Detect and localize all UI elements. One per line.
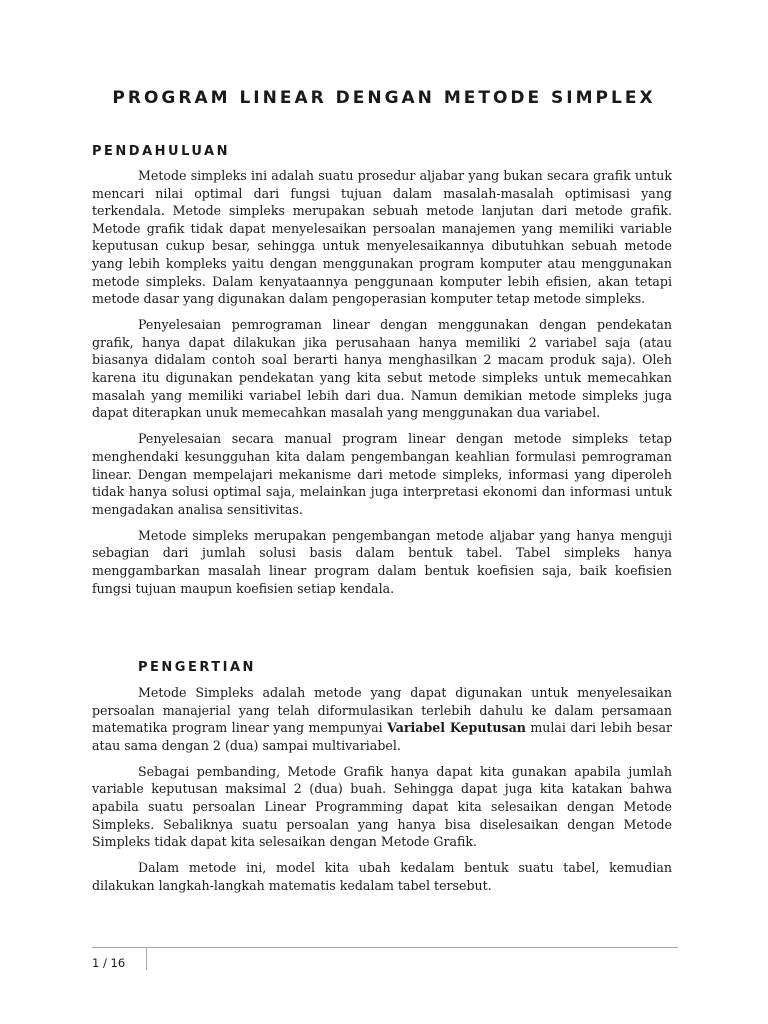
paragraph-text: mulai dari lebih besar atau sama dengan 2 (dua) sampai multivariabel.	[92, 720, 672, 753]
footer-divider	[146, 948, 147, 970]
paragraph	[92, 684, 672, 754]
document-title: PROGRAM LINEAR DENGAN METODE SIMPLEX	[112, 88, 656, 108]
section-heading-pendahuluan: PENDAHULUAN	[92, 144, 230, 159]
section-body-pengertian	[92, 684, 672, 903]
page-number: 1 / 16	[92, 956, 126, 970]
paragraph: Penyelesaian pemrograman linear dengan menggunakan dengan pendekatan grafik, hanya dapat dilakukan jika perusahaan hanya memiliki 2 variabel saja (atau biasanya didalam contoh soal berarti hanya menghasilkan 2 macam produk saja). Oleh karena itu digunakan pendekatan yang kita sebut metode simpleks untuk memecahkan masalah yang memiliki variabel lebih dari dua. Namun demikian metode simpleks juga dapat diterapkan unuk memecahkan masalah yang menggunakan dua variabel.	[92, 317, 672, 421]
paragraph: Sebagai pembanding, Metode Grafik hanya dapat kita gunakan apabila jumlah variable keputusan maksimal 2 (dua) buah. Sehingga dapat juga kita katakan bahwa apabila suatu persoalan Linear Programming dapat kita selesaikan dengan Metode Simpleks. Sebaliknya suatu persoalan yang hanya bisa diselesaikan dengan Metode Simpleks tidak dapat kita selesaikan dengan Metode Grafik.	[92, 763, 672, 850]
paragraph: Metode simpleks ini adalah suatu prosedur aljabar yang bukan secara grafik untuk mencari nilai optimal dari fungsi tujuan dalam masalah-masalah optimisasi yang terkendala. Metode simpleks merupakan sebuah metode lanjutan dari metode grafik. Metode grafik tidak dapat menyelesaikan persoalan manajemen yang memiliki variable keputusan cukup besar, sehingga untuk menyelesaikannya dibutuhkan sebuah metode yang lebih kompleks yaitu dengan menggunakan program komputer atau menggunakan metode simpleks. Dalam kenyataannya penggunaan komputer lebih efisien, akan tetapi metode dasar yang digunakan dalam pengoperasian komputer tetap metode simpleks.	[92, 168, 672, 307]
bold-term-variabel-keputusan: Variabel Keputusan	[387, 720, 526, 736]
paragraph-text: Metode Simpleks adalah metode yang dapat digunakan untuk menyelesaikan persoalan manajerial yang telah diformulasikan terlebih dahulu ke dalam persamaan matematika program linear yang mempunyai	[92, 685, 672, 736]
section-heading-pengertian: PENGERTIAN	[138, 660, 256, 675]
paragraph: Metode simpleks merupakan pengembangan metode aljabar yang hanya menguji sebagian dari jumlah solusi basis dalam bentuk tabel. Tabel simpleks hanya menggambarkan masalah linear program dalam bentuk koefisien saja, baik koefisien fungsi tujuan maupun koefisien setiap kendala.	[92, 527, 672, 596]
paragraph: Penyelesaian secara manual program linear dengan metode simpleks tetap menghendaki kesungguhan kita dalam pengembangan keahlian formulasi pemrograman linear. Dengan mempelajari mekanisme dari metode simpleks, informasi yang diperoleh tidak hanya solusi optimal saja, melainkan juga interpretasi ekonomi dan informasi untuk mengadakan analisa sensitivitas.	[92, 431, 672, 517]
paragraph: Dalam metode ini, model kita ubah kedalam bentuk suatu tabel, kemudian dilakukan langkah-langkah matematis kedalam tabel tersebut.	[92, 860, 672, 893]
footer-rule	[92, 947, 678, 948]
section-body-pendahuluan	[92, 167, 672, 606]
